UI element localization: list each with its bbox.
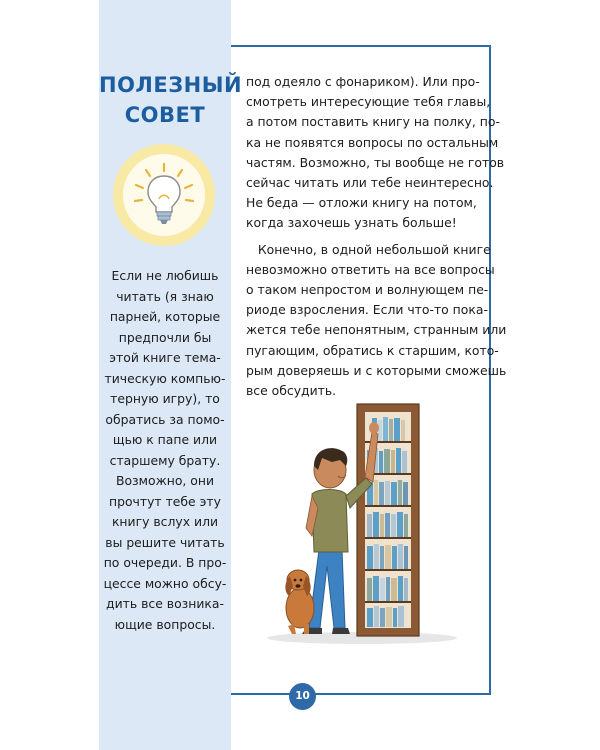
tip-line: читать (я знаю [116, 288, 214, 304]
main-text [246, 72, 507, 401]
tip-line: по очереди. В про- [103, 555, 227, 570]
tip-line: дить все возника- [106, 596, 224, 611]
boy-bookshelf-illustration [262, 390, 462, 660]
text-line: жется тебе непонятным, странным или [246, 322, 507, 338]
text-line: Не беда — отложи книгу на потом, [246, 195, 477, 211]
text-line: все обсудить. [246, 383, 337, 399]
tip-title-line1: ПОЛЕЗНЫЙ [99, 73, 243, 97]
tip-line: вы решите читать [105, 534, 225, 550]
text-line: когда захочешь узнать больше! [246, 215, 457, 231]
text-line: ка не появятся вопросы по остальным [246, 134, 499, 150]
text-line: частям. Возможно, ты вообще не готов [246, 154, 505, 170]
tip-line: предпочли бы [118, 329, 212, 345]
text-line: сейчас читать или тебе неинтересно. [246, 175, 494, 191]
tip-line: этой книге тема- [109, 350, 221, 365]
tip-line: прочтут тебе эту [109, 493, 221, 509]
tip-line: тическую компью- [104, 370, 226, 386]
paragraph-2 [246, 240, 507, 402]
tip-line: ющие вопросы. [114, 616, 216, 632]
lightbulb-badge [113, 144, 215, 246]
tip-title [99, 70, 243, 130]
tip-text [99, 266, 231, 635]
text-line: а потом поставить книгу на полку, по- [246, 114, 500, 130]
paragraph-1 [246, 72, 505, 234]
text-line: пугающим, обратись к старшим, кото- [246, 342, 499, 358]
text-line: риоде взросления. Если что-то пока- [246, 302, 488, 318]
tip-line: книгу вслух или [111, 514, 219, 529]
page-number: 10 [289, 683, 316, 710]
text-line: смотреть интересующие тебя главы, [246, 94, 491, 110]
tip-line: парней, которые [109, 309, 221, 324]
tip-line: щью к папе или [112, 432, 218, 447]
lightbulb-icon [123, 154, 205, 236]
tip-line: старшему брату. [109, 452, 221, 468]
tip-line: цессе можно обсу- [103, 575, 227, 591]
tip-title-line2: СОВЕТ [124, 103, 206, 127]
text-line: рым доверяешь и с которыми сможешь [246, 362, 507, 378]
text-line: невозможно ответить на все вопросы [246, 261, 495, 277]
text-line: Конечно, в одной небольшой книге [246, 241, 491, 257]
text-line: о таком непростом и волнующем пе- [246, 282, 489, 298]
tip-line: Возможно, они [115, 473, 215, 488]
tip-line: Если не любишь [111, 268, 219, 283]
tip-line: обратись за помо- [105, 411, 225, 427]
tip-line: терную игру), то [110, 391, 220, 406]
text-line: под одеяло с фонариком). Или про- [246, 74, 480, 89]
